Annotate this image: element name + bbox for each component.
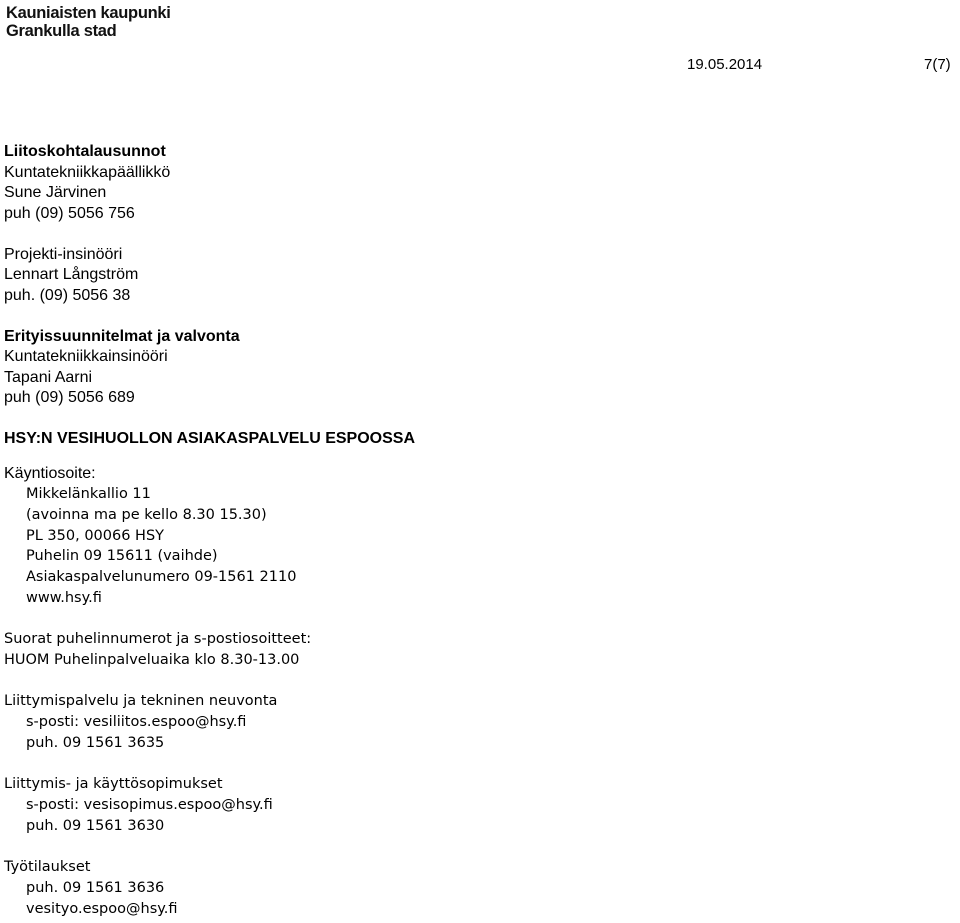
org-name-swedish: Grankulla stad: [6, 22, 117, 40]
customer-service-number: Asiakaspalvelunumero 09-1561 2110: [26, 569, 297, 586]
service-title: Liittymis- ja käyttösopimukset: [4, 776, 223, 793]
org-logo: [6, 4, 171, 40]
service-email[interactable]: vesityo.espoo@hsy.fi: [26, 900, 178, 917]
section-liitos: [4, 142, 944, 306]
opening-hours: (avoinna ma pe kello 8.30 15.30): [26, 506, 267, 523]
contact-name: Lennart Långström: [4, 266, 139, 283]
service-phone: puh. 09 1561 3635: [26, 734, 165, 751]
section-heading: HSY:N VESIHUOLLON ASIAKASPALVELU ESPOOSSA: [4, 430, 416, 447]
service-title: Liittymispalvelu ja tekninen neuvonta: [4, 693, 278, 710]
page-number: 7(7): [924, 56, 951, 73]
document-date: 19.05.2014: [687, 56, 763, 73]
section-heading: Liitoskohtalausunnot: [4, 143, 166, 160]
contact-title: Projekti-insinööri: [4, 245, 123, 263]
visit-address-label: Käyntiosoite:: [4, 464, 96, 482]
service-email[interactable]: s-posti: vesisopimus.espoo@hsy.fi: [26, 797, 273, 814]
service-phone: puh. 09 1561 3630: [26, 817, 165, 834]
direct-contacts-heading: Suorat puhelinnumerot ja s-postiosoitteet:: [4, 631, 312, 648]
contact-phone: puh. (09) 5056 38: [4, 286, 131, 304]
postal-address: PL 350, 00066 HSY: [26, 527, 165, 544]
document-body: [4, 142, 944, 920]
service-email[interactable]: s-posti: vesiliitos.espoo@hsy.fi: [26, 714, 247, 731]
contact-name: Sune Järvinen: [4, 184, 107, 201]
org-name-finnish: Kauniaisten kaupunki: [6, 4, 171, 22]
contact-phone: puh (09) 5056 689: [4, 389, 135, 406]
website-link[interactable]: www.hsy.fi: [26, 589, 102, 606]
switchboard-phone: Puhelin 09 15611 (vaihde): [26, 548, 218, 565]
contact-name: Tapani Aarni: [4, 368, 93, 386]
service-title: Työtilaukset: [4, 859, 91, 876]
section-heading: Erityissuunnitelmat ja valvonta: [4, 327, 240, 345]
contact-title: Kuntatekniikkainsinööri: [4, 348, 168, 365]
service-phone: puh. 09 1561 3636: [26, 879, 165, 896]
section-hsy: [4, 429, 944, 920]
contact-title: Kuntatekniikkapäällikkö: [4, 163, 171, 181]
contact-phone: puh (09) 5056 756: [4, 204, 135, 222]
section-erityis: [4, 327, 944, 409]
street-address: Mikkelänkallio 11: [26, 486, 151, 502]
service-hours-note: HUOM Puhelinpalveluaika klo 8.30-13.00: [4, 652, 300, 669]
